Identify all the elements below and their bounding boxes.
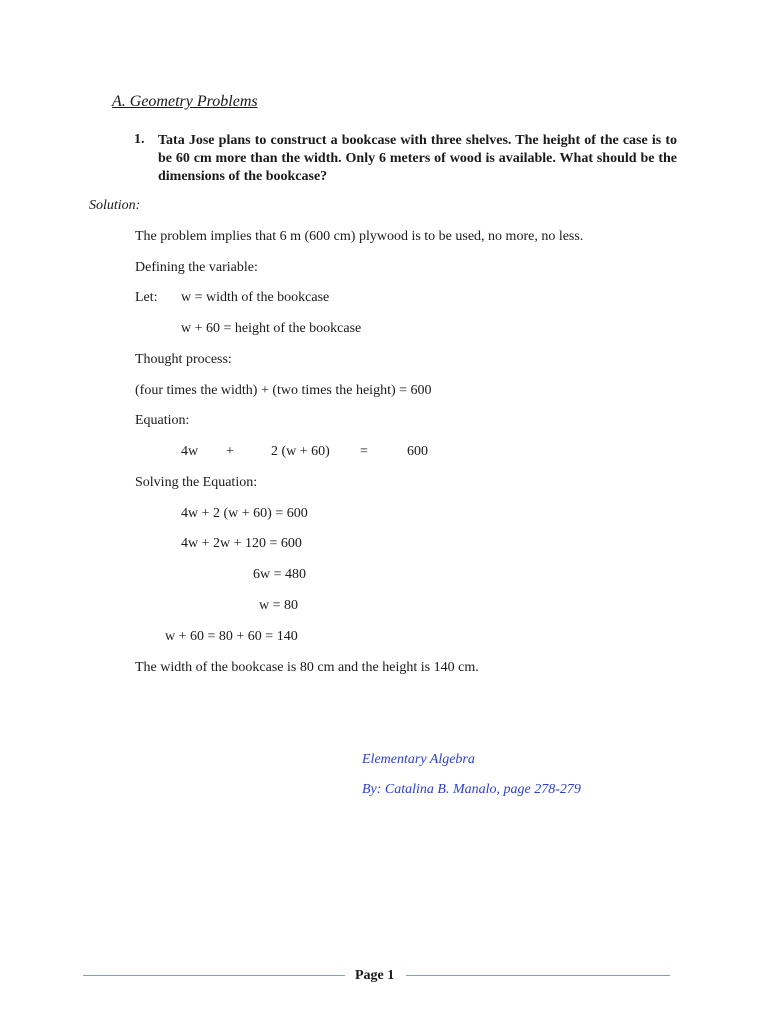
solving-step-2: 4w + 2w + 120 = 600 (181, 536, 302, 551)
solving-step-5: w + 60 = 80 + 60 = 140 (165, 629, 298, 644)
equation-term-4w: 4w (181, 444, 199, 459)
problem-number: 1. (134, 132, 145, 147)
solution-label: Solution: (89, 198, 141, 213)
page-number: Page 1 (355, 968, 395, 983)
solving-step-3: 6w = 480 (253, 567, 307, 582)
thought-process-equation: (four times the width) + (two times the height) = 600 (135, 383, 432, 398)
reference-book: Elementary Algebra (362, 752, 475, 767)
defining-variable-label: Defining the variable: (135, 260, 258, 275)
footer-rule-right (406, 975, 670, 976)
equation-label: Equation: (135, 413, 190, 428)
equation-term-2w60: 2 (w + 60) (271, 444, 330, 459)
solving-step-1: 4w + 2 (w + 60) = 600 (181, 506, 308, 521)
reference-author: By: Catalina B. Manalo, page 278-279 (362, 782, 581, 797)
thought-process-label: Thought process: (135, 352, 232, 367)
variable-width: w = width of the bookcase (181, 290, 330, 305)
equation-plus: + (226, 444, 234, 459)
footer-rule-left (83, 975, 345, 976)
solution-conclusion: The width of the bookcase is 80 cm and the height is 140 cm. (135, 660, 479, 675)
equation-equals: = (360, 444, 368, 459)
solving-step-4: w = 80 (259, 598, 299, 613)
section-title: A. Geometry Problems (112, 93, 258, 110)
equation-600: 600 (407, 444, 428, 459)
problem-text: Tata Jose plans to construct a bookcase with three shelves. The height of the case is to be 60 cm more than the width. Only 6 meters of wood is available. What should be the dimensions of the bookcase? (158, 133, 677, 184)
solution-implies: The problem implies that 6 m (600 cm) plywood is to be used, no more, no less. (135, 229, 584, 244)
let-label: Let: (135, 290, 158, 305)
variable-height: w + 60 = height of the bookcase (181, 321, 362, 336)
solving-label: Solving the Equation: (135, 475, 258, 490)
